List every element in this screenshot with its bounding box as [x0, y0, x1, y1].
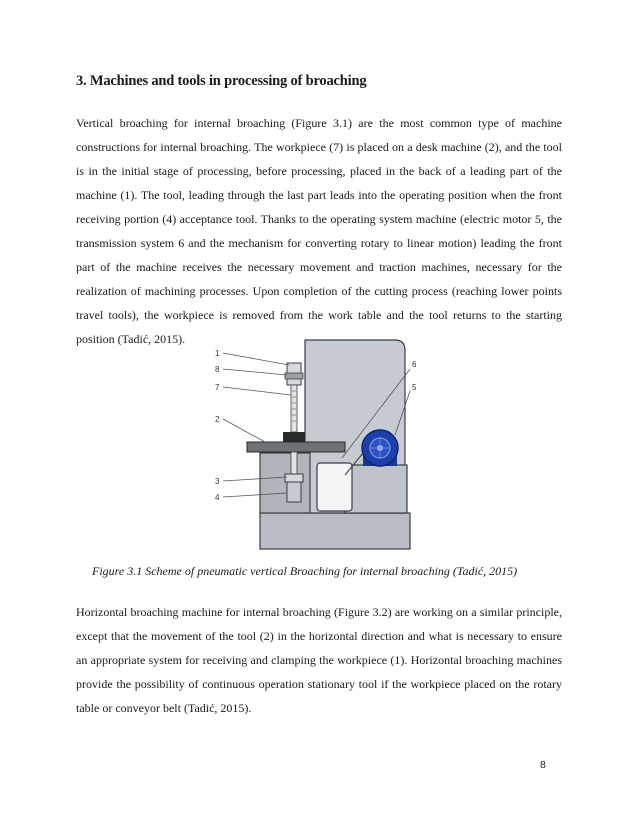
motor-platform	[345, 465, 407, 513]
label-7: 7	[215, 383, 220, 392]
label-5: 5	[412, 383, 417, 392]
label-8: 8	[215, 365, 220, 374]
machine-front-body	[260, 453, 310, 513]
page-number: 8	[540, 759, 546, 771]
label-6: 6	[412, 360, 417, 369]
paragraph-horizontal-broaching: Horizontal broaching machine for internal broaching (Figure 3.2) are working on a similar principle, except that the movement of the tool (2) in the horizontal direction and what is necessary to ensure an appropriate system for receiving and clamping the workpiece (1). Horizontal broaching machines provide the possibility of continuous operation stationary tool if the workpiece placed on the rotary table or conveyor belt (Tadić, 2015).	[76, 605, 562, 715]
lower-carrier	[287, 482, 301, 502]
section-heading: 3. Machines and tools in processing of broaching	[76, 73, 367, 89]
machine-base	[260, 513, 410, 549]
lower-holder	[285, 474, 303, 482]
column-window	[317, 463, 352, 511]
label-3: 3	[215, 477, 220, 486]
machine-diagram	[205, 335, 435, 555]
label-4: 4	[215, 493, 220, 502]
lower-guide	[291, 452, 297, 474]
upper-clamp	[285, 373, 303, 379]
label-2: 2	[215, 415, 220, 424]
work-table	[247, 442, 345, 452]
figure-caption: Figure 3.1 Scheme of pneumatic vertical Broaching for internal broaching (Tadić, 2015)	[92, 564, 518, 578]
label-1: 1	[215, 349, 220, 358]
broach-tool	[291, 385, 297, 432]
workpiece	[283, 432, 305, 442]
paragraph-vertical-broaching: Vertical broaching for internal broaching (Figure 3.1) are the most common type of machine constructions for internal broaching. The workpiece (7) is placed on a desk machine (2), and the tool is in the initial stage of processing, before processing, placed in the back of a leading part of the machine (1). The tool, leading through the last part leads into the operating position when the front receiving portion (4) acceptance tool. Thanks to the operating system machine (electric motor 5, the transmission system 6 and the mechanism for converting rotary to linear motion) leading the front part of the machine receives the necessary movement and traction machines, necessary for the realization of machining processes. Upon completion of the cutting process (reaching lower points travel tools), the workpiece is removed from the work table and the tool returns to the starting position (Tadić, 2015).	[76, 116, 562, 346]
figure-broaching-machine	[205, 335, 435, 555]
